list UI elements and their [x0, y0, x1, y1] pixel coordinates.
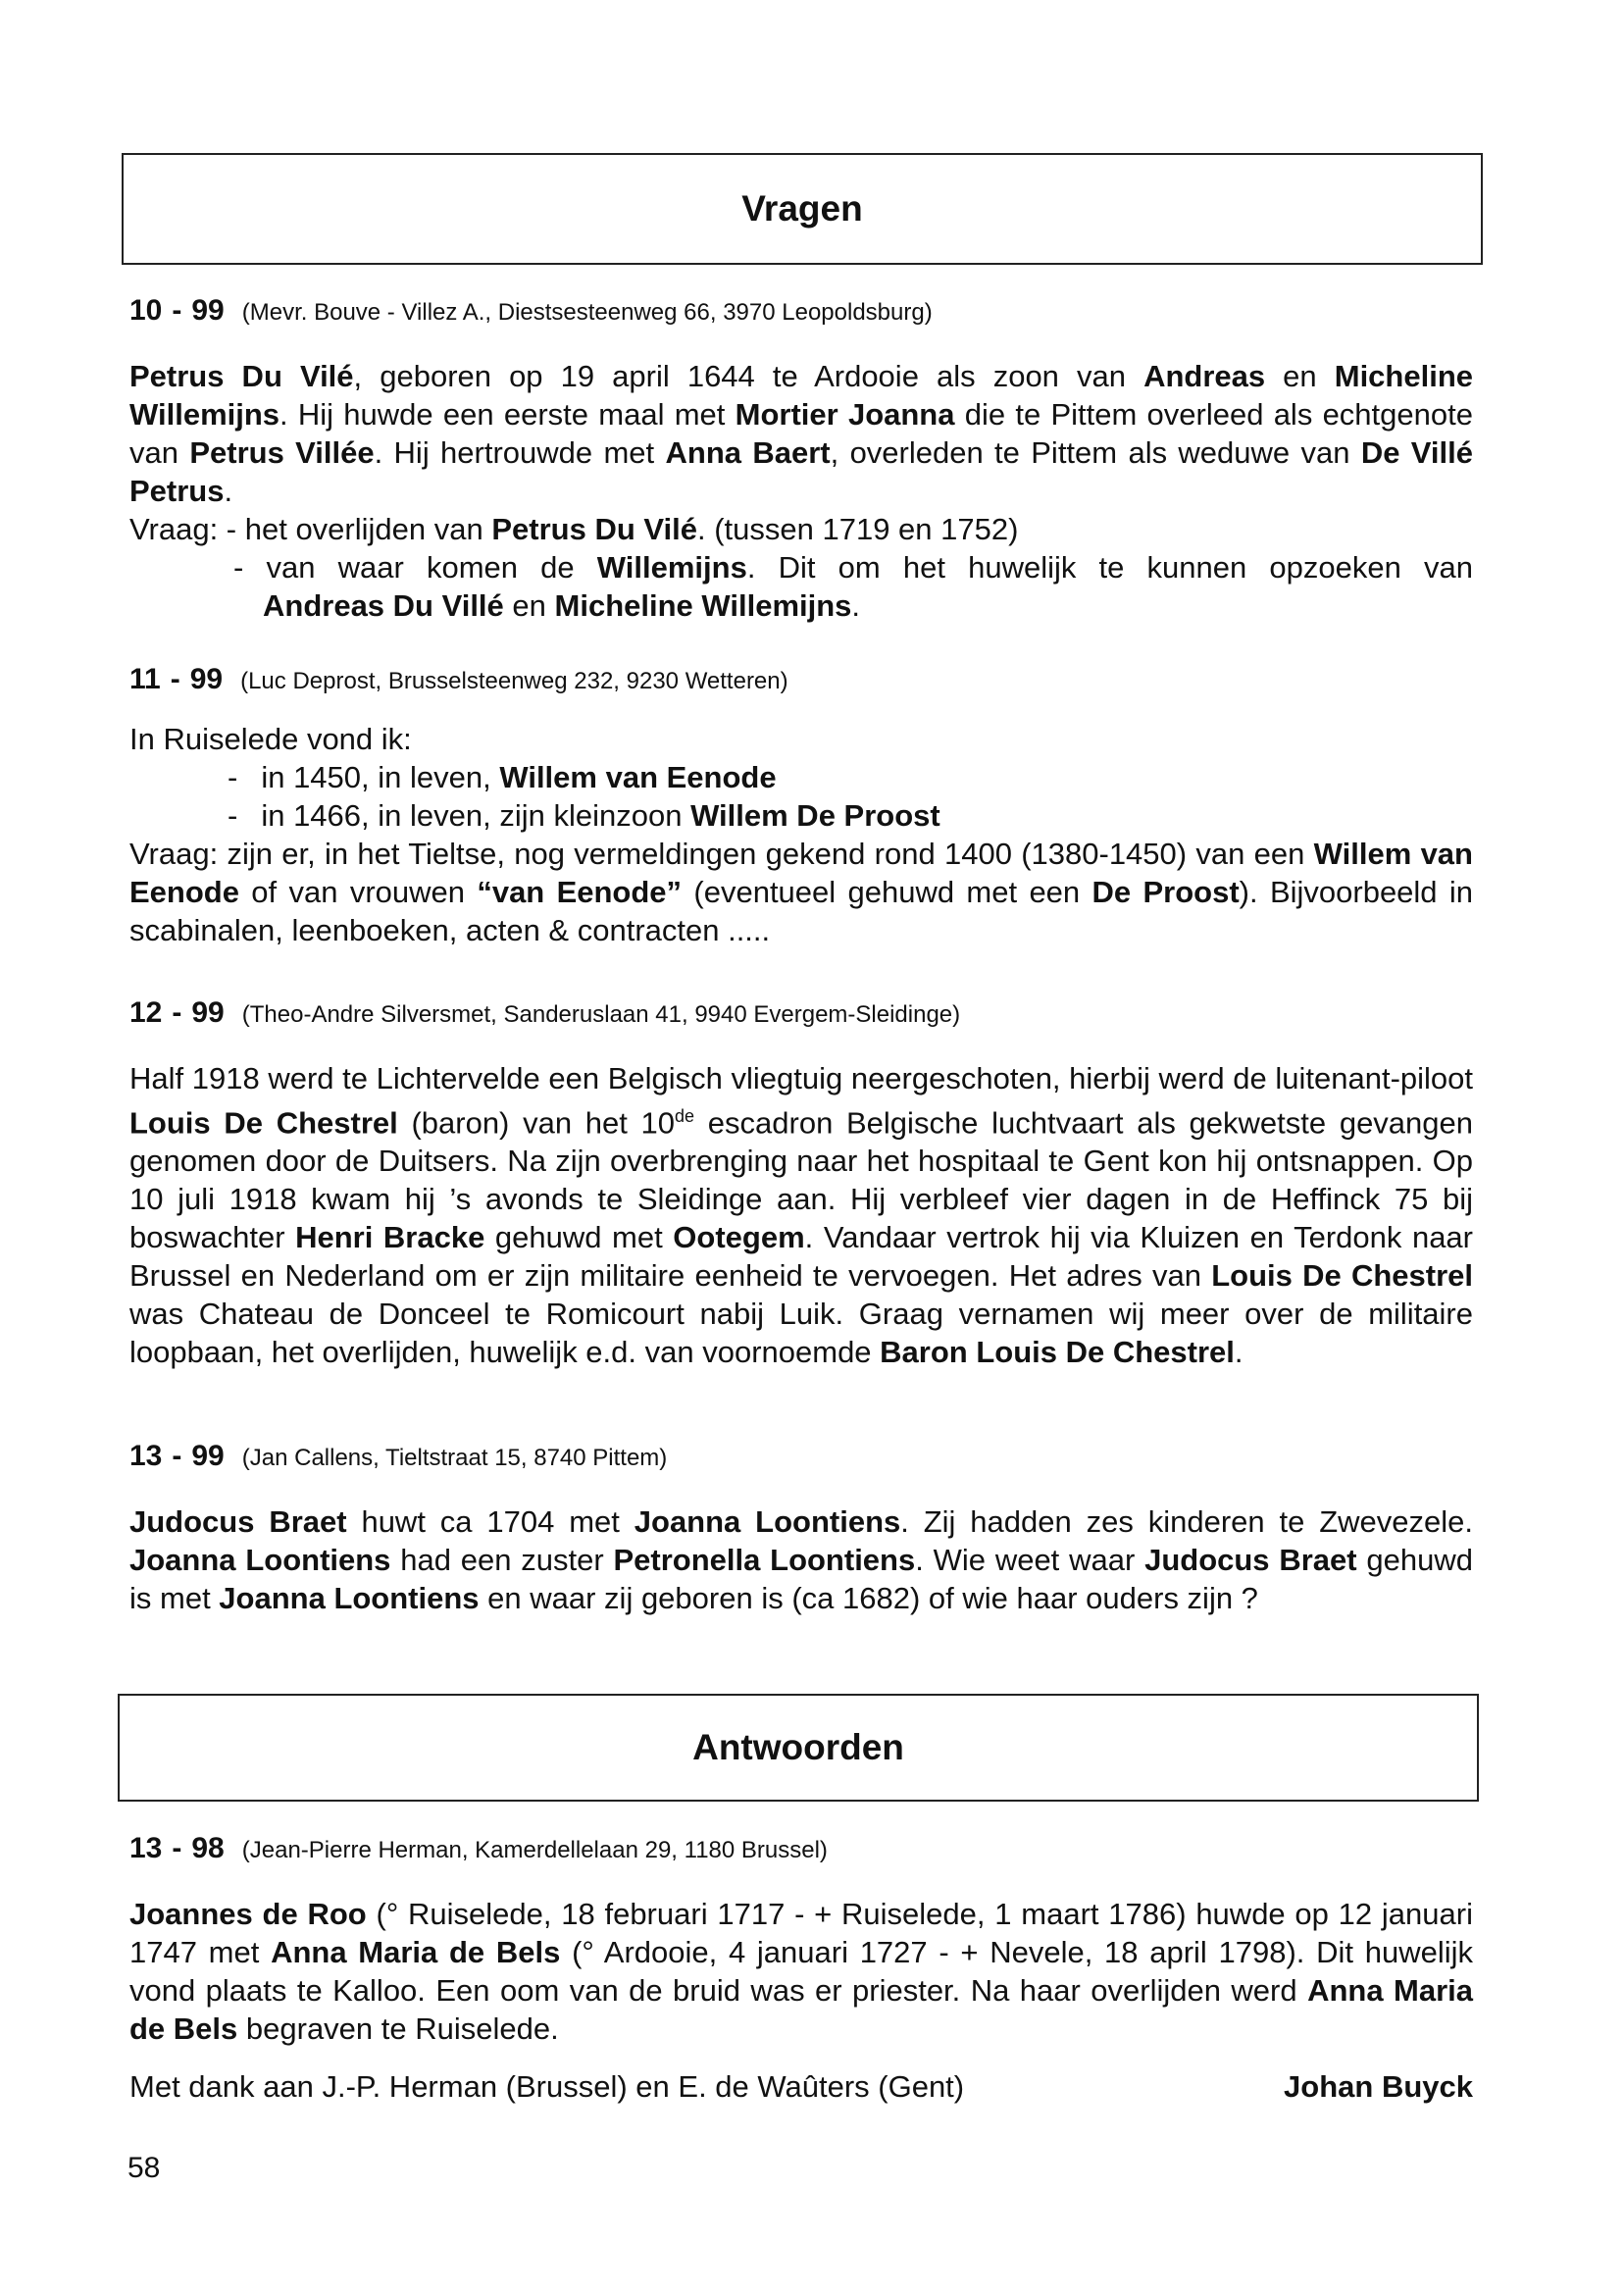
body-text: . Wie weet waar [915, 1543, 1145, 1577]
person-name: Micheline Willemijns [129, 359, 1474, 432]
list-item [129, 758, 1473, 796]
body-text: die te Pittem overleed als echtgenote van [129, 397, 1473, 470]
person-name: Louis De Chestrel [1211, 1258, 1474, 1294]
entry-number: 13 [129, 1832, 163, 1864]
body-text: - van waar komen de [233, 550, 597, 585]
person-name: “van Eenode” [477, 875, 683, 909]
entry-address: (Jean-Pierre Herman, Kamerdellelaan 29, 1180 Brussel) [241, 1837, 828, 1863]
person-name: De Proost [1091, 875, 1240, 909]
person-name: Louis De Chestrel [129, 1105, 398, 1141]
entry-number: 13 [129, 1440, 163, 1472]
person-name: Anna Baert [665, 435, 831, 470]
bullet: - [228, 798, 238, 833]
entry-body [129, 1895, 1473, 2048]
person-name: Anna Maria de Bels [129, 1973, 1473, 2046]
question-line-2 [129, 548, 1473, 586]
entry-header [129, 1440, 1473, 1475]
body-text: (baron) van het 10 [397, 1105, 676, 1141]
person-name: Ootegem [673, 1220, 805, 1255]
person-name: Mortier Joanna [735, 397, 955, 432]
entry-year: 99 [189, 663, 224, 695]
person-name: Joanna Loontiens [634, 1504, 901, 1539]
entry-address: (Luc Deprost, Brusselsteenweg 232, 9230 Wetteren) [240, 668, 788, 694]
entry-dash: - [172, 996, 182, 1029]
entry-body [129, 835, 1473, 949]
entry-header [129, 996, 1473, 1032]
body-text: . [851, 588, 861, 623]
vragen-heading: Vragen [741, 188, 863, 229]
antwoorden-heading: Antwoorden [692, 1727, 904, 1767]
list-item [129, 796, 1473, 835]
entry-year: 99 [191, 294, 225, 327]
entry-number: 10 [129, 294, 163, 327]
body-text: had een zuster [390, 1543, 614, 1577]
person-name: Willem De Proost [690, 798, 940, 833]
body-text: . Zij hadden zes kinderen te Zwevezele. [900, 1504, 1473, 1539]
body-text: ). Bijvoorbeeld in scabinalen, leenboeken, acten & contracten ..... [129, 875, 1474, 947]
entry-number: 12 [129, 996, 163, 1029]
body-text: (° Ardooie, 4 januari 1727 - + Nevele, 18 april 1798). Dit huwelijk vond plaats te Kalloo. Een oom van de bruid was er priester. Na haar overlijden werd [129, 1935, 1474, 2008]
entry-year: 99 [191, 996, 225, 1029]
acknowledgement-line [129, 2067, 1473, 2106]
entry-year: 99 [191, 1440, 225, 1472]
person-name: Petrus Du Vilé [129, 359, 354, 393]
body-text: of van vrouwen [238, 875, 478, 909]
body-text: (eventueel gehuwd met een [682, 875, 1092, 909]
entry-address: (Theo-Andre Silversmet, Sanderuslaan 41, 9940 Evergem-Sleidinge) [241, 1001, 961, 1028]
body-text: . Dit om het huwelijk te kunnen opzoeken van [746, 550, 1473, 585]
entry-year: 98 [191, 1832, 225, 1864]
body-text: Half 1918 werd te Lichtervelde een Belgisch vliegtuig neergeschoten, hierbij werd de luitenant-piloot [129, 1061, 1474, 1095]
page-number: 58 [127, 2152, 161, 2184]
person-name: Willem van Eenode [129, 837, 1473, 909]
question-10-99 [129, 294, 1473, 625]
body-text: het overlijden van [244, 512, 492, 546]
entry-address: (Mevr. Bouve - Villez A., Diestsesteenweg 66, 3970 Leopoldsburg) [241, 299, 933, 326]
person-name: Anna Maria de Bels [271, 1935, 561, 1969]
entry-header [129, 1832, 1473, 1867]
entry-header [129, 294, 1473, 330]
entry-header [129, 663, 1473, 698]
entry-number: 11 [129, 663, 161, 695]
entry-body [129, 357, 1473, 510]
body-text: . Hij hertrouwde met [374, 435, 666, 470]
person-name: Petronella Loontiens [613, 1543, 916, 1577]
vragen-heading-box [122, 153, 1483, 265]
entry-dash: - [172, 1440, 182, 1472]
body-text: in 1466, in leven, zijn kleinzoon [261, 798, 691, 833]
body-text: , overleden te Pittem als weduwe van [830, 435, 1361, 470]
question-11-99 [129, 663, 1473, 949]
person-name: Baron Louis De Chestrel [880, 1335, 1235, 1370]
question-12-99 [129, 996, 1473, 1371]
acknowledgement: Met dank aan J.-P. Herman (Brussel) en E. de Waûters (Gent) [129, 2069, 965, 2104]
body-text: en [1265, 359, 1335, 393]
body-text: . [1234, 1335, 1243, 1370]
body-text: (° Ruiselede, 18 februari 1717 - + Ruiselede, 1 maart 1786) huwde op 12 januari 1747 met [129, 1897, 1473, 1969]
person-name: Micheline Willemijns [554, 588, 852, 623]
question-13-99 [129, 1440, 1473, 1617]
body-text: , geboren op 19 april 1644 te Ardooie als zoon van [353, 359, 1144, 393]
body-text: . Vandaar vertrok hij via Kluizen en Terdonk naar Brussel en Nederland om er zijn militaire eenheid te vervoegen. Het adres van [129, 1220, 1473, 1294]
body-text: gehuwd is met [129, 1543, 1473, 1615]
entry-intro: In Ruiselede vond ik: [129, 722, 412, 756]
person-name: Willem van Eenode [499, 760, 777, 794]
entry-body [129, 1059, 1473, 1371]
body-text: . (tussen 1719 en 1752) [696, 512, 1019, 546]
entry-dash: - [172, 1832, 182, 1864]
superscript: de [675, 1106, 695, 1126]
person-name: Willemijns [596, 550, 747, 585]
author-signature: Johan Buyck [1284, 2069, 1473, 2104]
entry-address: (Jan Callens, Tieltstraat 15, 8740 Pittem) [241, 1445, 668, 1471]
entry-dash: - [172, 294, 182, 327]
body-text: en [503, 588, 555, 623]
answer-13-98 [129, 1832, 1473, 2106]
body-text: Vraag: zijn er, in het Tieltse, nog vermeldingen gekend rond 1400 (1380-1450) van een [129, 837, 1314, 871]
person-name: Henri Bracke [295, 1220, 485, 1255]
person-name: Joanna Loontiens [129, 1543, 391, 1577]
person-name: Andreas Du Villé [263, 588, 504, 623]
body-text: begraven te Ruiselede. [237, 2011, 559, 2046]
body-text: gehuwd met [484, 1220, 674, 1255]
body-text: in 1450, in leven, [261, 760, 500, 794]
body-text: escadron Belgische luchtvaart als gekwetste gevangen genomen door de Duitsers. Na zijn overbrenging naar het hospitaal te Gent kon hij ontsnappen. Op 10 juli 1918 kwam hij ’s avonds te Sleidinge aan. Hij verbleef vier dagen in de Heffinck 75 bij boswachter [129, 1105, 1474, 1255]
body-text: huwt ca 1704 met [346, 1504, 634, 1539]
person-name: Petrus Villée [189, 435, 375, 470]
body-text: en waar zij geboren is (ca 1682) of wie haar ouders zijn ? [479, 1581, 1258, 1615]
person-name: Petrus Du Vilé [491, 512, 697, 546]
question-line-1 [129, 510, 1473, 548]
bullet: - [228, 760, 238, 794]
entry-dash: - [170, 663, 180, 695]
body-text: was Chateau de Donceel te Romicourt nabij Luik. Graag vernamen wij meer over de militaire loopbaan, het overlijden, huwelijk e.d. van voornoemde [129, 1297, 1473, 1370]
person-name: Judocus Braet [1144, 1543, 1357, 1577]
question-line-3 [129, 586, 1473, 625]
antwoorden-heading-box [118, 1694, 1479, 1802]
entry-body [129, 1502, 1473, 1617]
person-name: De Villé Petrus [129, 435, 1473, 508]
person-name: Joanna Loontiens [219, 1581, 480, 1615]
person-name: Andreas [1143, 359, 1266, 393]
person-name: Judocus Braet [129, 1504, 347, 1539]
question-label: Vraag: - [129, 512, 245, 546]
body-text: . [224, 474, 233, 508]
body-text: . Hij huwde een eerste maal met [279, 397, 736, 432]
person-name: Joannes de Roo [129, 1897, 367, 1931]
